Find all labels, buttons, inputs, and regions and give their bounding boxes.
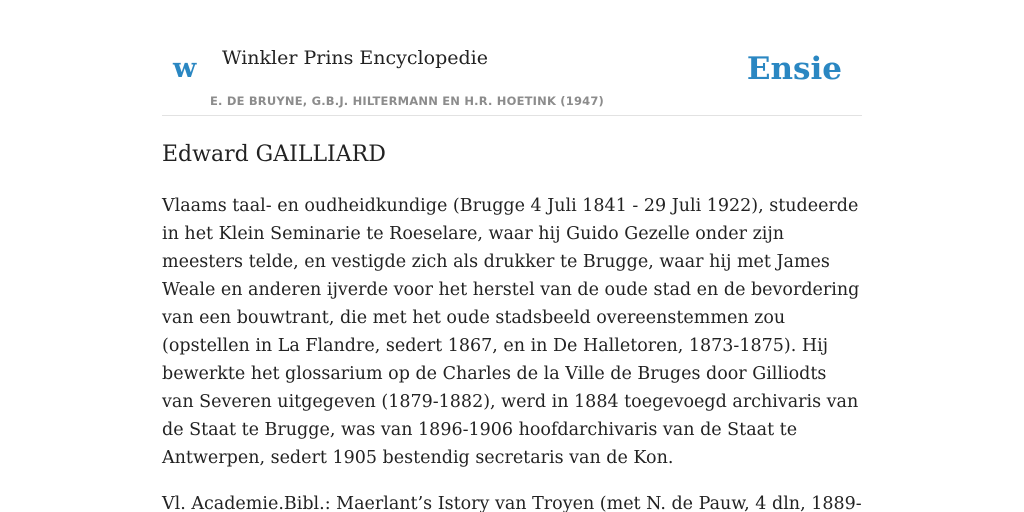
article-references: Vl. Academie.Bibl.: Maerlant’s Istory van Troyen (met N. de Pauw, 4 dln, 1889- bbox=[162, 494, 862, 512]
article-paragraph: Vlaams taal- en oudheidkundige (Brugge 4 Juli 1841 - 29 Juli 1922), studeerde in het Klein Seminarie te Roeselare, waar hij Guido Gezelle onder zijn meesters telde, en vestigde zich als drukker te Brugge, waar hij met James Weale en anderen ijverde voor het herstel van de oude stad en de bevordering van een bouwtrant, die met het oude stadsbeeld overeenstemmen zou (opstellen in La Flandre, sedert 1867, en in De Halletoren, 1873-1875). Hij bewerkte het glossarium op de Charles de la Ville de Bruges door Gilliodts van Severen uitgegeven (1879-1882), werd in 1884 toegevoegd archivaris van de Staat te Brugge, was van 1896-1906 hoofdarchivaris van de Staat te Antwerpen, sedert 1905 bestendig secretaris van de Kon. bbox=[162, 196, 860, 468]
article-title: Edward GAILLIARD bbox=[162, 142, 386, 167]
encyclopedia-authors: E. DE BRUYNE, G.B.J. HILTERMANN EN H.R. HOETINK (1947) bbox=[210, 94, 605, 108]
site-header bbox=[162, 0, 862, 116]
winkler-prins-logo[interactable]: w bbox=[173, 53, 197, 84]
article-body bbox=[162, 192, 862, 512]
ensie-logo[interactable]: Ensie bbox=[746, 51, 842, 87]
encyclopedia-title[interactable]: Winkler Prins Encyclopedie bbox=[222, 47, 488, 69]
page bbox=[162, 0, 862, 512]
